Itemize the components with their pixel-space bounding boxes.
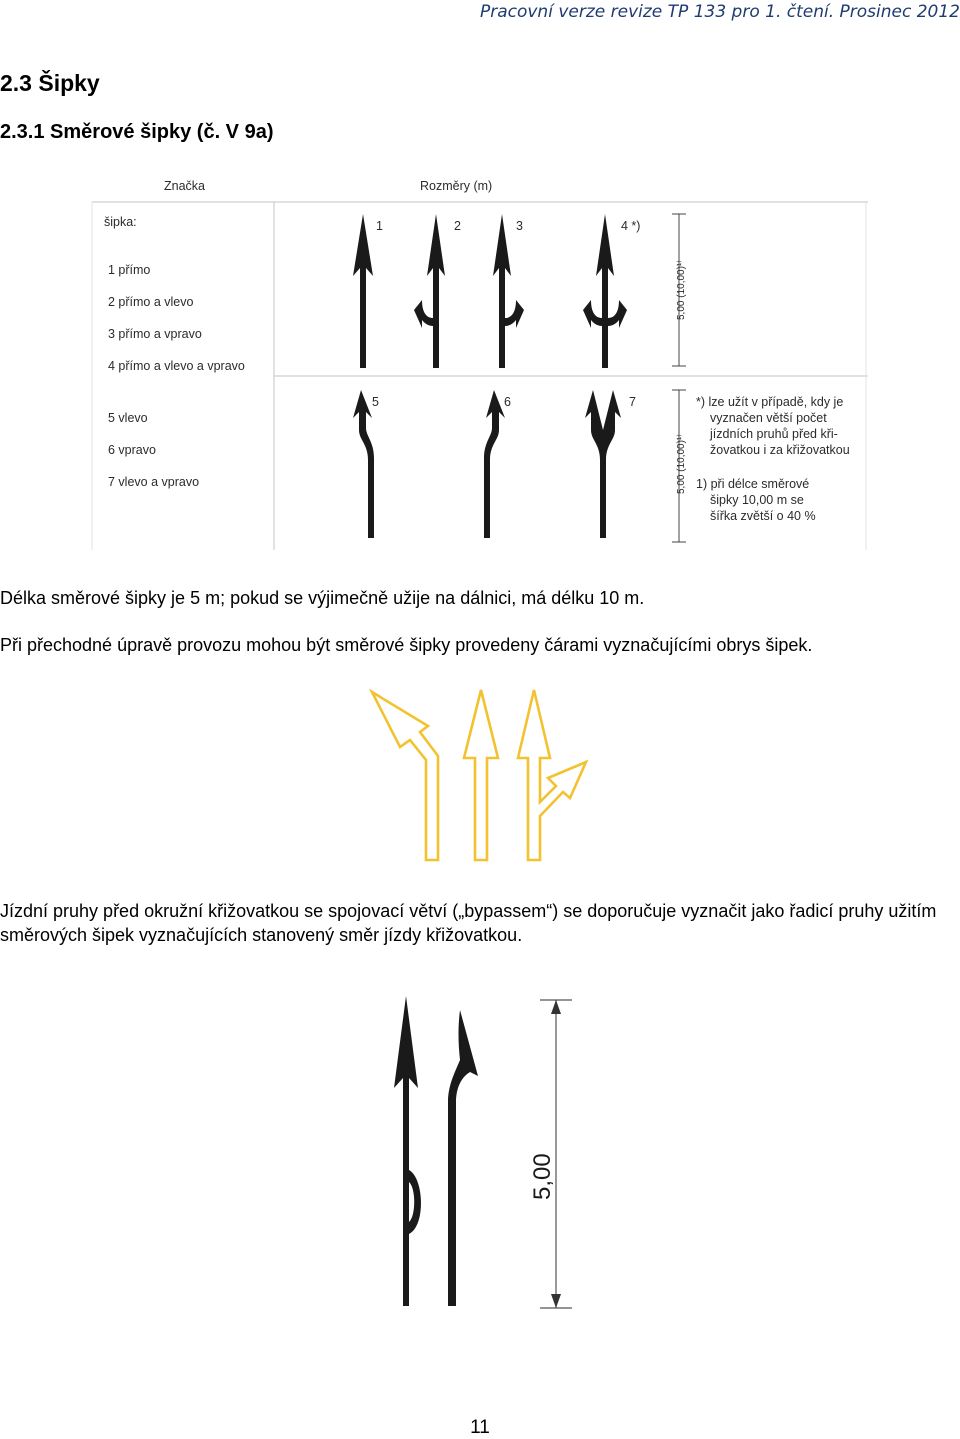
straight-arrow-icon xyxy=(394,996,421,1306)
legend-item-3: 3 přímo a vpravo xyxy=(108,327,202,341)
arrow-straight-left-icon xyxy=(414,214,445,368)
section-heading: 2.3 Šipky xyxy=(0,70,100,96)
arrow-number-3: 3 xyxy=(516,219,523,233)
legend-title: šipka: xyxy=(104,215,137,229)
outline-arrow-straight-icon xyxy=(464,690,498,860)
dimension-label-bottom: 5,00 (10,00)¹⁾ xyxy=(676,434,687,494)
arrow-number-4: 4 *) xyxy=(621,219,641,233)
dimension-arrowhead-top xyxy=(551,1000,561,1014)
arrow-number-2: 2 xyxy=(454,219,461,233)
note-star-line-3: jízdních pruhů před kři- xyxy=(710,427,838,441)
legend-item-1: 1 přímo xyxy=(108,263,151,277)
outline-arrow-straight-right-icon xyxy=(518,690,586,860)
page-number: 11 xyxy=(470,1417,490,1438)
note-star-line-1: *) lze užít v případě, kdy je xyxy=(696,395,844,409)
note-star-line-2: vyznačen větší počet xyxy=(710,411,827,425)
arrow-left-right-icon xyxy=(585,390,621,538)
direction-arrows-figure xyxy=(88,168,878,568)
arrow-right-icon xyxy=(484,390,505,538)
arrow-straight-right-icon xyxy=(493,214,524,368)
legend-item-6: 6 vpravo xyxy=(108,443,156,457)
paragraph-arrow-length: Délka směrové šipky je 5 m; pokud se výjimečně užije na dálnici, má délku 10 m. xyxy=(0,588,645,608)
arrow-straight-left-right-icon xyxy=(583,214,627,368)
arrow-number-1: 1 xyxy=(376,219,383,233)
dimension-arrowhead-bottom xyxy=(551,1294,561,1308)
paragraph-roundabout-bypass: Jízdní pruhy před okružní křižovatkou se spojovací větví („bypassem“) se doporučuje vyznačit jako řadicí pruhy užitím směrových šipek vyznačujících stanovený směr jízdy křižovatkou. xyxy=(0,901,937,945)
column-header-sign: Značka xyxy=(164,179,205,193)
legend-item-5: 5 vlevo xyxy=(108,411,148,425)
arrow-number-5: 5 xyxy=(372,395,379,409)
outline-arrow-left-icon xyxy=(372,692,438,860)
arrow-straight-icon xyxy=(353,214,373,368)
note-one-line-1: 1) při délce směrové xyxy=(696,477,810,491)
legend-item-4: 4 přímo a vlevo a vpravo xyxy=(108,359,245,373)
note-star-line-4: žovatkou i za křižovatkou xyxy=(710,443,850,457)
note-one-line-3: šířka zvětší o 40 % xyxy=(710,509,816,523)
paragraph-temporary-marking: Při přechodné úpravě provozu mohou být směrové šipky provedeny čárami vyznačujícími obrys šipek. xyxy=(0,635,813,655)
dimension-label: 5,00 xyxy=(529,1153,556,1200)
bypass-arrows-figure xyxy=(360,990,590,1320)
legend-item-2: 2 přímo a vlevo xyxy=(108,295,194,309)
curved-arrow-icon xyxy=(448,1010,478,1306)
running-header: Pracovní verze revize TP 133 pro 1. čtení. Prosinec 2012 xyxy=(479,2,960,22)
subsection-heading: 2.3.1 Směrové šipky (č. V 9a) xyxy=(0,121,274,143)
legend-item-7: 7 vlevo a vpravo xyxy=(108,475,200,489)
dimension-label-top: 5,00 (10,00)¹⁾ xyxy=(676,260,687,320)
column-header-dimensions: Rozměry (m) xyxy=(420,179,493,193)
arrow-number-6: 6 xyxy=(504,395,511,409)
outline-arrows-figure xyxy=(360,680,600,870)
arrow-number-7: 7 xyxy=(629,395,636,409)
note-one-line-2: šipky 10,00 m se xyxy=(710,493,804,507)
arrow-left-icon xyxy=(353,390,374,538)
